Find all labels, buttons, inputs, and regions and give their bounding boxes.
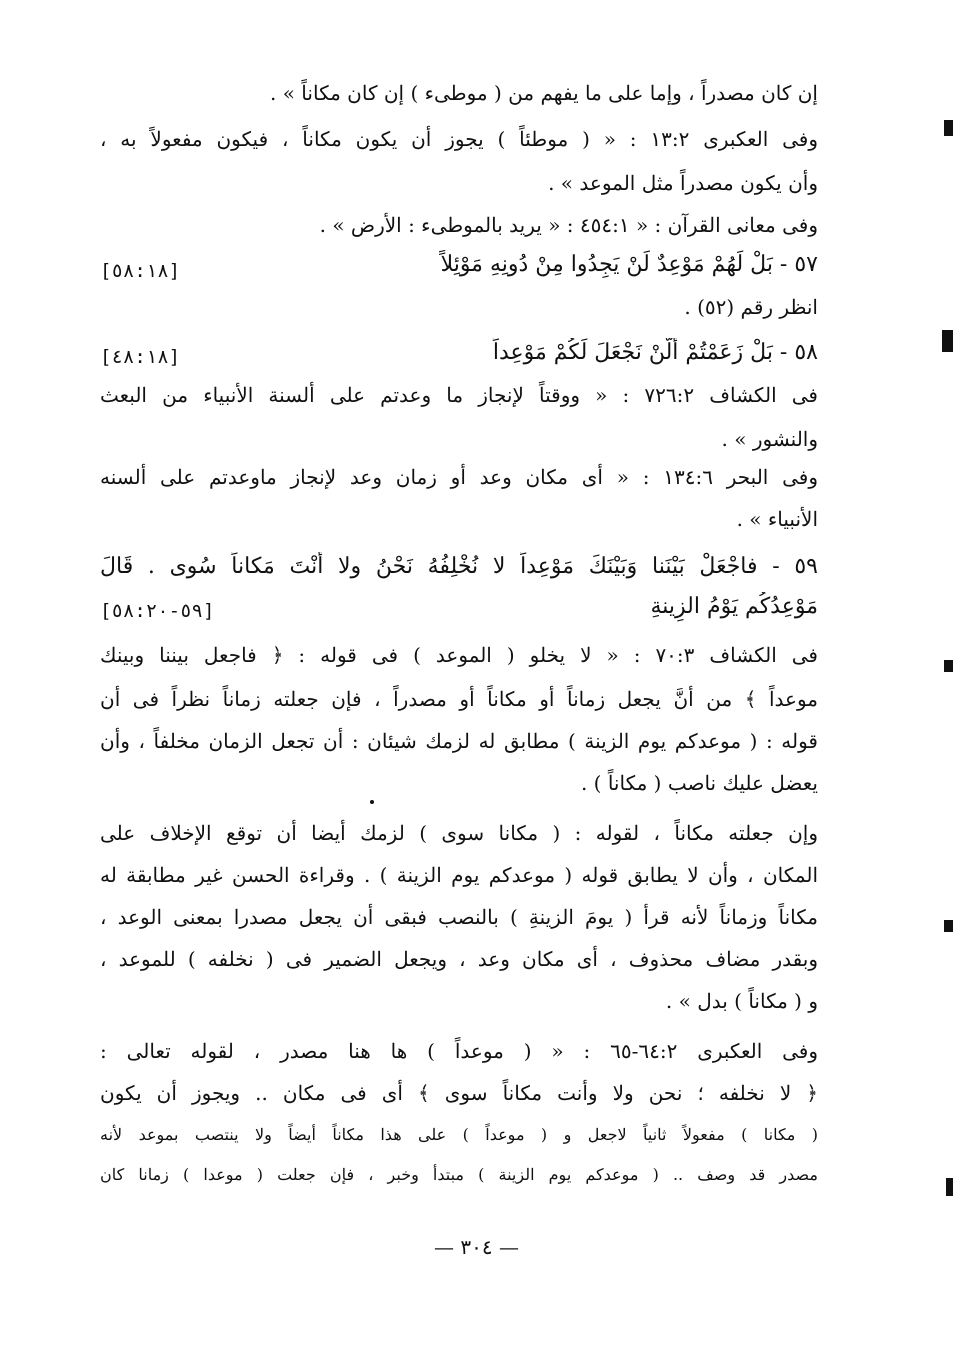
text-line: فى الكشاف ٧٠:٣ : « لا يخلو ( الموعد ) فى قوله : ﴿ فاجعل بيننا وبينك (100, 643, 818, 667)
verse-57: ٥٧ - بَلْ لَهُمْ مَوْعِدٌ لَنْ يَجِدُوا مِنْ دُونِهِ مَوْئِلاً (440, 252, 818, 277)
text-line: و ( مكاناً ) بدل » . (665, 989, 818, 1013)
text-line: فى الكشاف ٧٢٦:٢ : « ووقتاً لإنجاز ما وعدتم على ألسنة الأنبياء من البعث (100, 383, 818, 407)
verse-58: ٥٨ - بَلْ زَعَمْتُمْ أَلَّنْ نَجْعَلَ لَكُمْ مَوْعِداً (492, 340, 818, 365)
text-line: وفى العكبرى ١٣:٢ : « ( موطئاً ) يجوز أن يكون مكاناً ، فيكون مفعولاً به ، (100, 127, 818, 151)
page-number: — ٣٠٤ — (434, 1235, 519, 1259)
verse-59-reference: [٥٩-٥٨:٢٠] (100, 600, 215, 622)
text-line: وفى البحر ١٣٤:٦ : « أى مكان وعد أو زمان وعد لإنجاز ماوعدتم على ألسنه (100, 465, 818, 489)
text-line: موعداً ﴾ من أنَّ يجعل زماناً أو مكاناً أو مصدراً ، فإن جعلته زماناً نظراً فى أن (100, 687, 818, 711)
scan-mark (944, 120, 953, 136)
text-line: مصدر قد وصف .. ( موعدكم يوم الزينة ) مبتدأ وخبر ، فإن جعلت ( موعدا ) زمانا كان (100, 1165, 818, 1184)
text-line: والنشور » . (721, 427, 818, 451)
scan-mark (944, 660, 953, 672)
text-line: المكان ، وأن لا يطابق قوله ( موعدكم يوم الزينة ) . وقراءة الحسن غير مطابقة له (100, 863, 818, 887)
text-line: إن كان مصدراً ، وإما على ما يفهم من ( موطىء ) إن كان مكاناً » . (270, 81, 818, 105)
verse-58-reference: [٤٨:١٨] (100, 346, 181, 368)
verse-57-reference: [٥٨:١٨] (100, 260, 181, 282)
ink-dot (370, 800, 374, 804)
text-line: وبقدر مضاف محذوف ، أى مكان وعد ، ويجعل الضمير فى ( نخلفه ) للموعد ، (100, 947, 818, 971)
verse-59-continued: مَوْعِدُكُم يَوْمُ الزِينةِ (650, 594, 818, 619)
verse-59: ٥٩ - فاجْعَلْ بَيْنَنا وَبَيْنَكَ مَوْعِداً لا نُخْلِفُهُ نَحْنُ ولا أَنْتَ مَكاناً سُوى . قَالَ (100, 554, 818, 579)
text-line: وفى العكبرى ٦٤:٢-٦٥ : « ( موعداً ) ها هنا مصدر ، لقوله تعالى : (100, 1039, 818, 1063)
text-line: قوله : ( موعدكم يوم الزينة ) مطابق له لزمك شيئان : أن تجعل الزمان مخلفاً ، وأن (100, 729, 818, 753)
text-line: الأنبياء » . (736, 507, 818, 531)
scan-mark (946, 1178, 953, 1196)
scan-mark (942, 330, 953, 352)
scan-mark (944, 920, 953, 932)
text-line: وفى معانى القرآن : « ٤٥٤:١ : « يريد بالموطىء : الأرض » . (319, 213, 818, 237)
text-line: ﴿ لا نخلفه ؛ نحن ولا وأنت مكاناً سوى ﴾ أى فى مكان .. ويجوز أن يكون (100, 1081, 818, 1105)
text-line: ( مكانا ) مفعولاً ثانياً لاجعل و ( موعداً ) على هذا مكاناً أيضاً ولا ينتصب بموعد لأنه (100, 1125, 818, 1144)
text-line: وأن يكون مصدراً مثل الموعد » . (548, 171, 818, 195)
text-line: وإن جعلته مكاناً ، لقوله : ( مكانا سوى ) لزمك أيضا أن توقع الإخلاف على (100, 821, 818, 845)
text-line: انظر رقم (٥٢) . (684, 295, 818, 319)
text-line: يعضل عليك ناصب ( مكاناً ) . (580, 771, 818, 795)
text-line: مكاناً وزماناً لأنه قرأ ( يومَ الزينةِ ) بالنصب فبقى أن يجعل مصدرا بمعنى الوعد ، (100, 905, 818, 929)
